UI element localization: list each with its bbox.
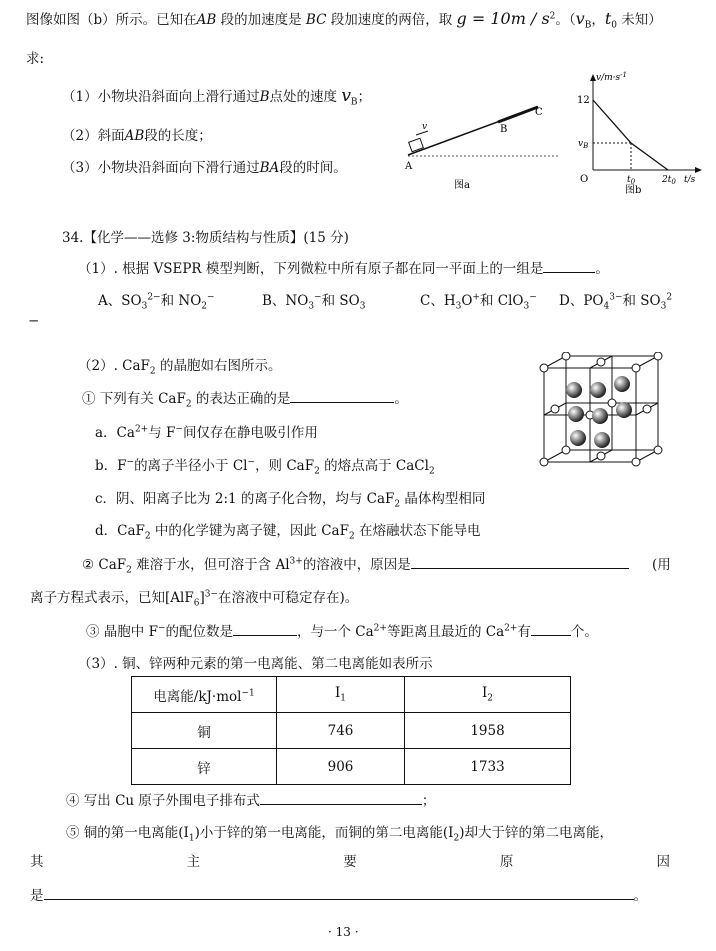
label-v: v (422, 122, 428, 132)
table-cell: 铜 (132, 713, 277, 749)
text: 2 (348, 531, 355, 542)
answer-blank[interactable] (44, 886, 634, 900)
text: ， (591, 12, 605, 28)
caption-a: 图a (454, 180, 470, 191)
f-ions (566, 376, 632, 448)
text: I (334, 685, 341, 702)
text: 离子方程式表示，已知[AlF (30, 590, 194, 606)
text: 2− (147, 292, 161, 303)
text: ，与一个 Ca (297, 624, 374, 640)
text: 2+ (373, 623, 387, 634)
chem-c2-line2 (30, 586, 358, 609)
text: ⑤ 铜的第一电离能(I (66, 825, 189, 841)
answer-blank[interactable] (233, 622, 297, 636)
text: 2+ (504, 623, 518, 634)
text: 难溶于水，但可溶于含 Al (131, 557, 290, 573)
option-d (559, 289, 672, 312)
chem-c3 (86, 620, 598, 640)
text: 电离能/kJ·mol (153, 688, 242, 705)
text: B (350, 97, 358, 108)
text: ① 下列有关 CaF (82, 391, 186, 407)
text: − (126, 457, 135, 468)
text: ] (199, 590, 205, 606)
formula-t0: t (604, 9, 612, 28)
text: A、SO (98, 293, 142, 309)
text: 等距离且最近的 Ca (386, 624, 505, 640)
text: 段的时间。 (279, 160, 347, 176)
text: ，则 CaF (255, 458, 315, 474)
text: 2 (453, 833, 460, 844)
justified-line (30, 850, 670, 870)
text: 3− (609, 292, 623, 303)
formula-vb: v (575, 9, 585, 28)
chem-p3: （3）. 铜、锌两种元素的第一电离能、第二电离能如表所示 (78, 656, 433, 672)
text: 晶体构型相同 (400, 491, 486, 507)
text: 。 (595, 261, 609, 277)
table-row (132, 749, 571, 785)
figure-a-incline (398, 95, 568, 195)
text: ④ 写出 Cu 原子外围电子排布式 (66, 793, 260, 809)
text: 点处的速度 (269, 89, 342, 105)
text: 原 (499, 854, 514, 870)
text: − (175, 424, 183, 435)
tick-vb-text: v (578, 139, 584, 149)
text: −1 (241, 688, 255, 698)
text: 的熔点高于 CaCl (319, 458, 429, 474)
text: ； (357, 89, 372, 105)
text: 的离子半径小于 Cl (134, 458, 248, 474)
text: 2 (666, 292, 673, 303)
text: C、H (420, 293, 456, 309)
text: 段加速度的两倍，取 (326, 12, 457, 28)
text: 个。 (570, 624, 598, 640)
text: B (584, 20, 592, 31)
tick-2t0-text: 2t (662, 175, 672, 185)
text: （1）小物块沿斜面向上滑行通过 (62, 89, 260, 105)
label-C: C (535, 107, 543, 118)
answer-blank[interactable] (260, 791, 422, 805)
chem-p1 (78, 257, 609, 277)
text: 有 (517, 624, 531, 640)
x-arrow (695, 167, 702, 173)
text: 3 (660, 301, 667, 312)
origin: O (580, 174, 589, 185)
text: 图像如图（b）所示。已知在 (26, 12, 197, 28)
option-b (262, 289, 365, 312)
text: ； (421, 793, 436, 809)
caf2-unit-cell-figure (536, 352, 668, 474)
text: 主 (186, 854, 201, 870)
text: 2 (428, 466, 435, 477)
chem-heading: 34.【化学——选修 3:物质结构与性质】(15 分) (62, 230, 349, 246)
answer-blank[interactable] (531, 622, 571, 636)
text: 和 SO (622, 293, 661, 309)
text: AB (196, 12, 217, 28)
text: 的晶胞如右图所示。 (155, 358, 282, 374)
figure-b-graph (568, 70, 708, 195)
table-header-row (132, 677, 571, 713)
text: − (314, 292, 322, 303)
option-a (98, 289, 215, 312)
table-cell: 746 (277, 713, 405, 749)
text: ③ 晶胞中 F (86, 624, 158, 640)
label-B: B (500, 124, 508, 135)
text: 2 (149, 366, 156, 377)
ionization-table (131, 676, 571, 785)
text: 。 (394, 391, 408, 407)
tick-2t0 (661, 175, 676, 186)
text: 。 (633, 888, 647, 904)
text: − (247, 457, 256, 468)
table-cell: 锌 (132, 749, 277, 785)
text: + (472, 292, 480, 303)
text: （3）小物块沿斜面向下滑行通过 (62, 160, 260, 176)
text: 3+ (289, 556, 303, 567)
text: 和 ClO (479, 293, 524, 309)
table-header-cell (277, 677, 405, 713)
text: 3 (308, 301, 315, 312)
text: 在溶液中可稳定存在)。 (218, 590, 359, 606)
choice-d (95, 519, 480, 542)
text: 与 F (148, 425, 176, 441)
formula-v: v (341, 86, 351, 106)
choice-a (95, 421, 318, 441)
text: 2+ (134, 424, 149, 435)
text: AB (124, 128, 145, 144)
tick-12: 12 (577, 95, 590, 106)
answer-blank[interactable] (290, 389, 394, 403)
answer-blank[interactable] (411, 555, 629, 569)
tick-vb-sub: B (583, 142, 589, 150)
text: 其 (30, 854, 44, 870)
table-header-cell (405, 677, 571, 713)
text: 3 (359, 301, 366, 312)
text: 的配位数是 (165, 624, 233, 640)
text: 和 SO (321, 293, 360, 309)
text: a．Ca (95, 425, 135, 441)
physics-line-1 (26, 8, 662, 31)
chem-last (30, 884, 647, 904)
formula-g: g = 10m / s (456, 9, 550, 28)
text: D、PO (559, 293, 604, 309)
text: d．CaF (95, 523, 145, 539)
text: − (207, 292, 215, 303)
text: 。（ (555, 12, 576, 28)
option-d-wrap: − (28, 313, 40, 329)
text: 段的长度； (144, 128, 212, 144)
text: 的表达正确的是 (191, 391, 291, 407)
tick-t0-text: t (627, 175, 631, 185)
physics-q2 (62, 124, 212, 144)
text: （1）. 根据 VSEPR 模型判断，下列微粒中所有原子都在同一平面上的一组是 (78, 261, 544, 277)
text: 2 (144, 531, 151, 542)
text: 中的化学键为离子键，因此 CaF (150, 523, 349, 539)
text: I (481, 685, 488, 702)
text: 0 (611, 20, 617, 31)
choice-b (95, 454, 435, 477)
text: 2 (126, 565, 132, 576)
text: B、NO (262, 293, 309, 309)
incline-bc-segment (498, 107, 538, 122)
text: − (157, 623, 166, 634)
option-c (420, 289, 537, 312)
text: BC (305, 12, 327, 28)
table-header-cell (132, 677, 277, 713)
text: )却大于锌的第二电离能， (459, 825, 614, 841)
text: 1 (340, 693, 347, 704)
physics-line-2: 求: (26, 51, 45, 67)
text: 3− (204, 589, 218, 600)
page-number: · 13 · (328, 925, 359, 939)
table-cell: 906 (277, 749, 405, 785)
xlabel: t/s (684, 175, 696, 185)
text: 2 (549, 11, 556, 22)
text: 在熔融状态下能导电 (354, 523, 481, 539)
text: 4 (603, 301, 610, 312)
text: （2）. CaF (78, 358, 150, 374)
tick-t0-sub: 0 (630, 178, 636, 186)
text: （2）斜面 (62, 128, 125, 144)
text: )小于锌的第一电离能，而铜的第二电离能(I (194, 825, 454, 841)
choice-c (95, 487, 485, 510)
text: 2 (314, 466, 320, 477)
text: 未知） (616, 12, 662, 28)
answer-blank[interactable] (543, 259, 595, 273)
ylabel (596, 71, 627, 83)
text: ② CaF (82, 557, 127, 573)
text: 是 (30, 888, 44, 904)
text: − (529, 292, 537, 303)
table-row (132, 713, 571, 749)
ylabel-text: v/m·s (596, 73, 621, 83)
caption-b: 图b (625, 185, 642, 195)
chem-c2 (82, 553, 629, 576)
text: 3 (455, 301, 462, 312)
text: 2 (185, 399, 192, 410)
label-A: A (405, 161, 413, 172)
text: BA (259, 160, 280, 176)
text: 6 (193, 598, 200, 609)
tick-2t0-sub: 0 (671, 178, 676, 186)
text: b．F (95, 458, 127, 474)
text: 和 NO (160, 293, 202, 309)
chem-c4 (66, 789, 435, 809)
physics-q1 (62, 85, 371, 108)
text: 间仅存在静电吸引作用 (182, 425, 318, 441)
chem-c5 (66, 821, 613, 844)
text: 因 (656, 854, 670, 870)
table-cell: 1733 (405, 749, 571, 785)
ylabel-sup: -1 (620, 71, 627, 79)
text: 3 (141, 301, 148, 312)
text: B (259, 89, 270, 105)
chem-c2-yong: (用 (652, 557, 671, 573)
text: c．阴、阳离子比为 2:1 的离子化合物，均与 CaF (95, 491, 395, 507)
table-cell: 1958 (405, 713, 571, 749)
text: 3 (523, 301, 530, 312)
physics-q3 (62, 156, 347, 176)
text: 段的加速度是 (216, 12, 306, 28)
text: 2 (487, 693, 494, 704)
text: 1 (188, 833, 195, 844)
text: 2 (201, 301, 207, 312)
text: O (461, 293, 473, 309)
chem-c1 (82, 387, 408, 410)
text: 2 (394, 499, 401, 510)
chem-p2 (78, 354, 281, 377)
text: 要 (343, 854, 357, 870)
text: 的溶液中，原因是 (302, 557, 411, 573)
tick-vb (578, 139, 588, 150)
